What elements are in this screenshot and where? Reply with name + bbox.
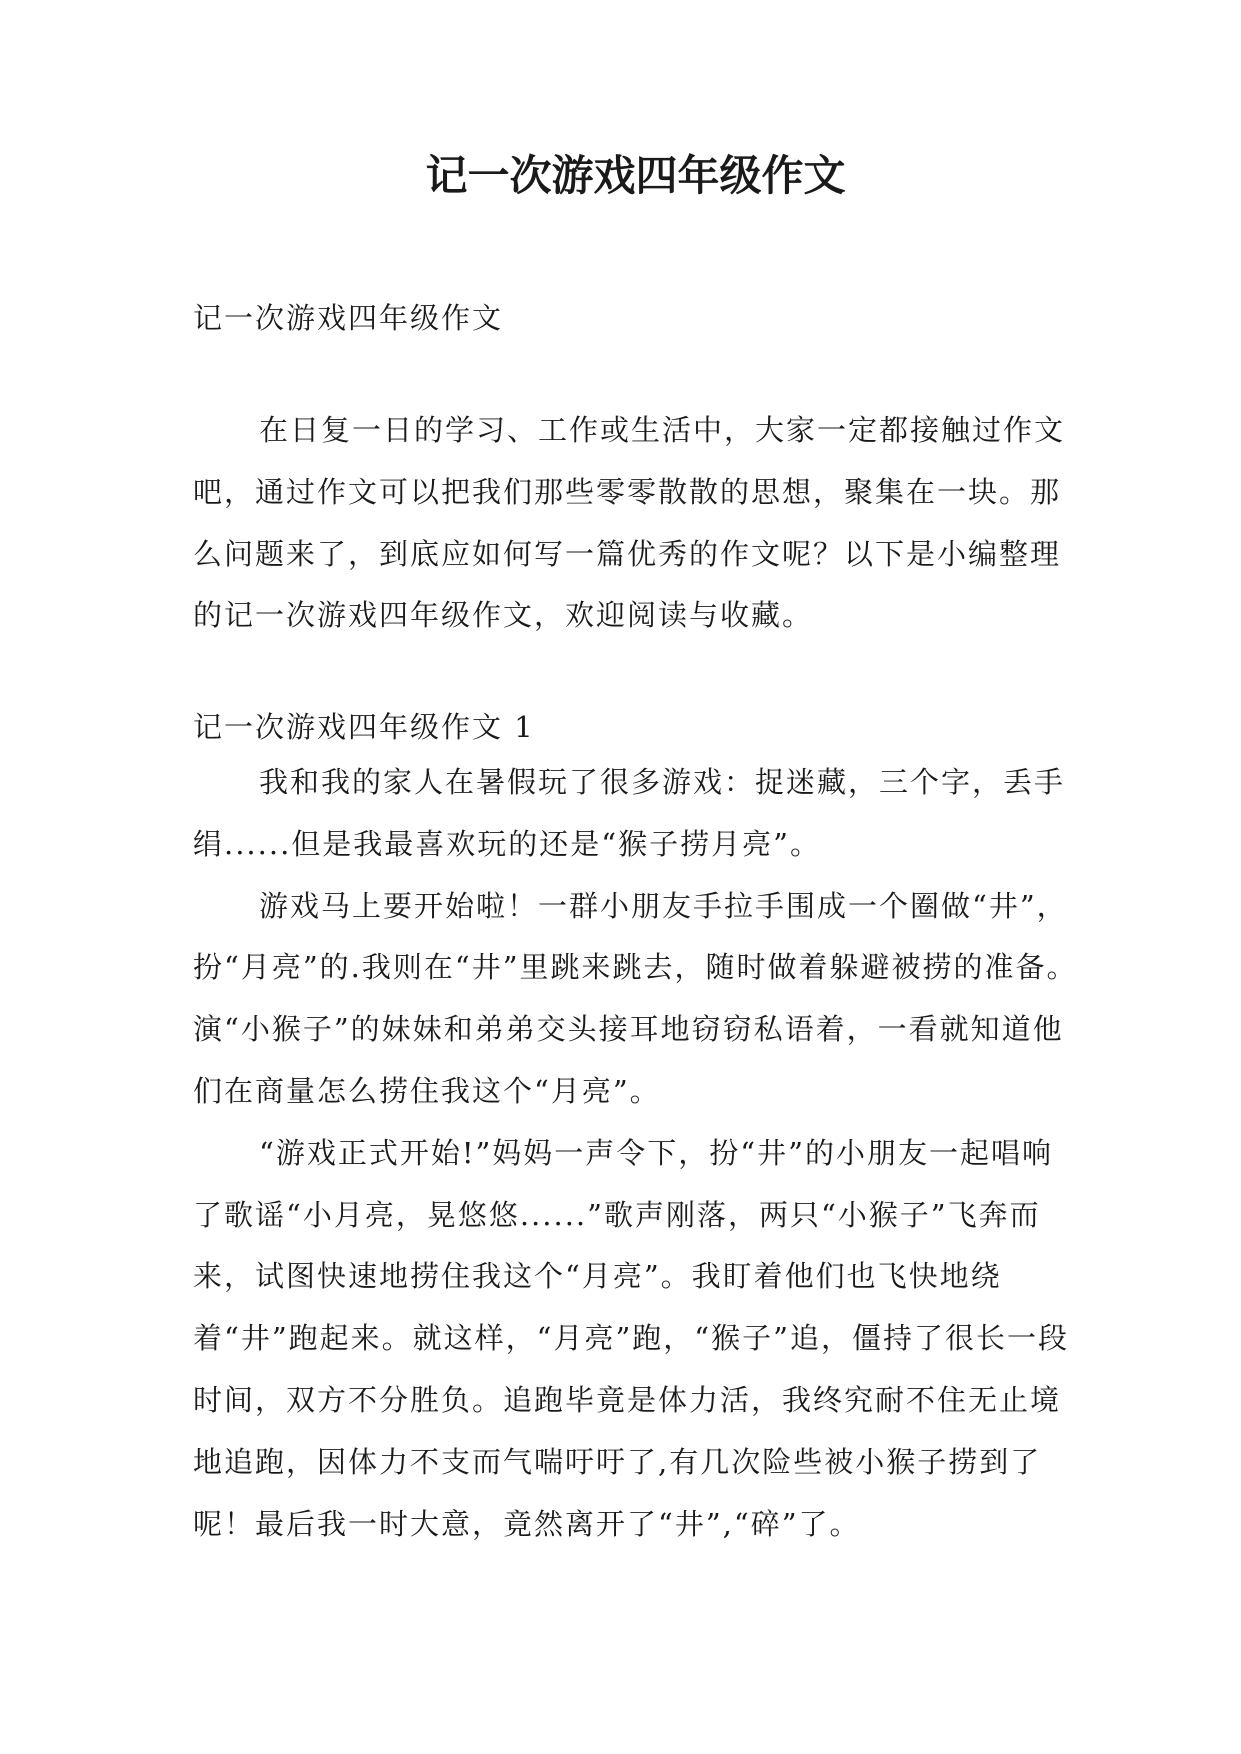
document-title: 记一次游戏四年级作文 bbox=[425, 151, 846, 200]
essay-body bbox=[193, 752, 1078, 1555]
essay-paragraph-1: 我和我的家人在暑假玩了很多游戏：捉迷藏，三个字，丢手绢......但是我最喜欢玩的还是“猴子捞月亮”。 bbox=[193, 765, 1066, 861]
essay-paragraph-2: 游戏马上要开始啦！一群小朋友手拉手围成一个圈做“井”，扮“月亮”的.我则在“井”里跳来跳去，随时做着躲避被捞的准备。演“小猴子”的妹妹和弟弟交头接耳地窃窃私语着，一看就知道他们在商量怎么捞住我这个“月亮”。 bbox=[193, 888, 1078, 1108]
essay-paragraph-3: “游戏正式开始!”妈妈一声令下，扮“井”的小朋友一起唱响了歌谣“小月亮，晃悠悠......”歌声刚落，两只“小猴子”飞奔而来，试图快速地捞住我这个“月亮”。我盯着他们也飞快地绕着“井”跑起来。就这样，“月亮”跑，“猴子”追，僵持了很长一段时间，双方不分胜负。追跑毕竟是体力活，我终究耐不住无止境地追跑，因体力不支而气喘吁吁了,有几次险些被小猴子捞到了呢！最后我一时大意，竟然离开了“井”,“碎”了。 bbox=[193, 1135, 1069, 1541]
document-subtitle: 记一次游戏四年级作文 bbox=[193, 301, 504, 335]
intro-paragraph: 在日复一日的学习、工作或生活中，大家一定都接触过作文吧，通过作文可以把我们那些零零散散的思想，聚集在一块。那么问题来了，到底应如何写一篇优秀的作文呢？以下是小编整理的记一次游戏四年级作文，欢迎阅读与收藏。 bbox=[193, 413, 1066, 633]
section-title: 记一次游戏四年级作文 1 bbox=[193, 710, 535, 744]
